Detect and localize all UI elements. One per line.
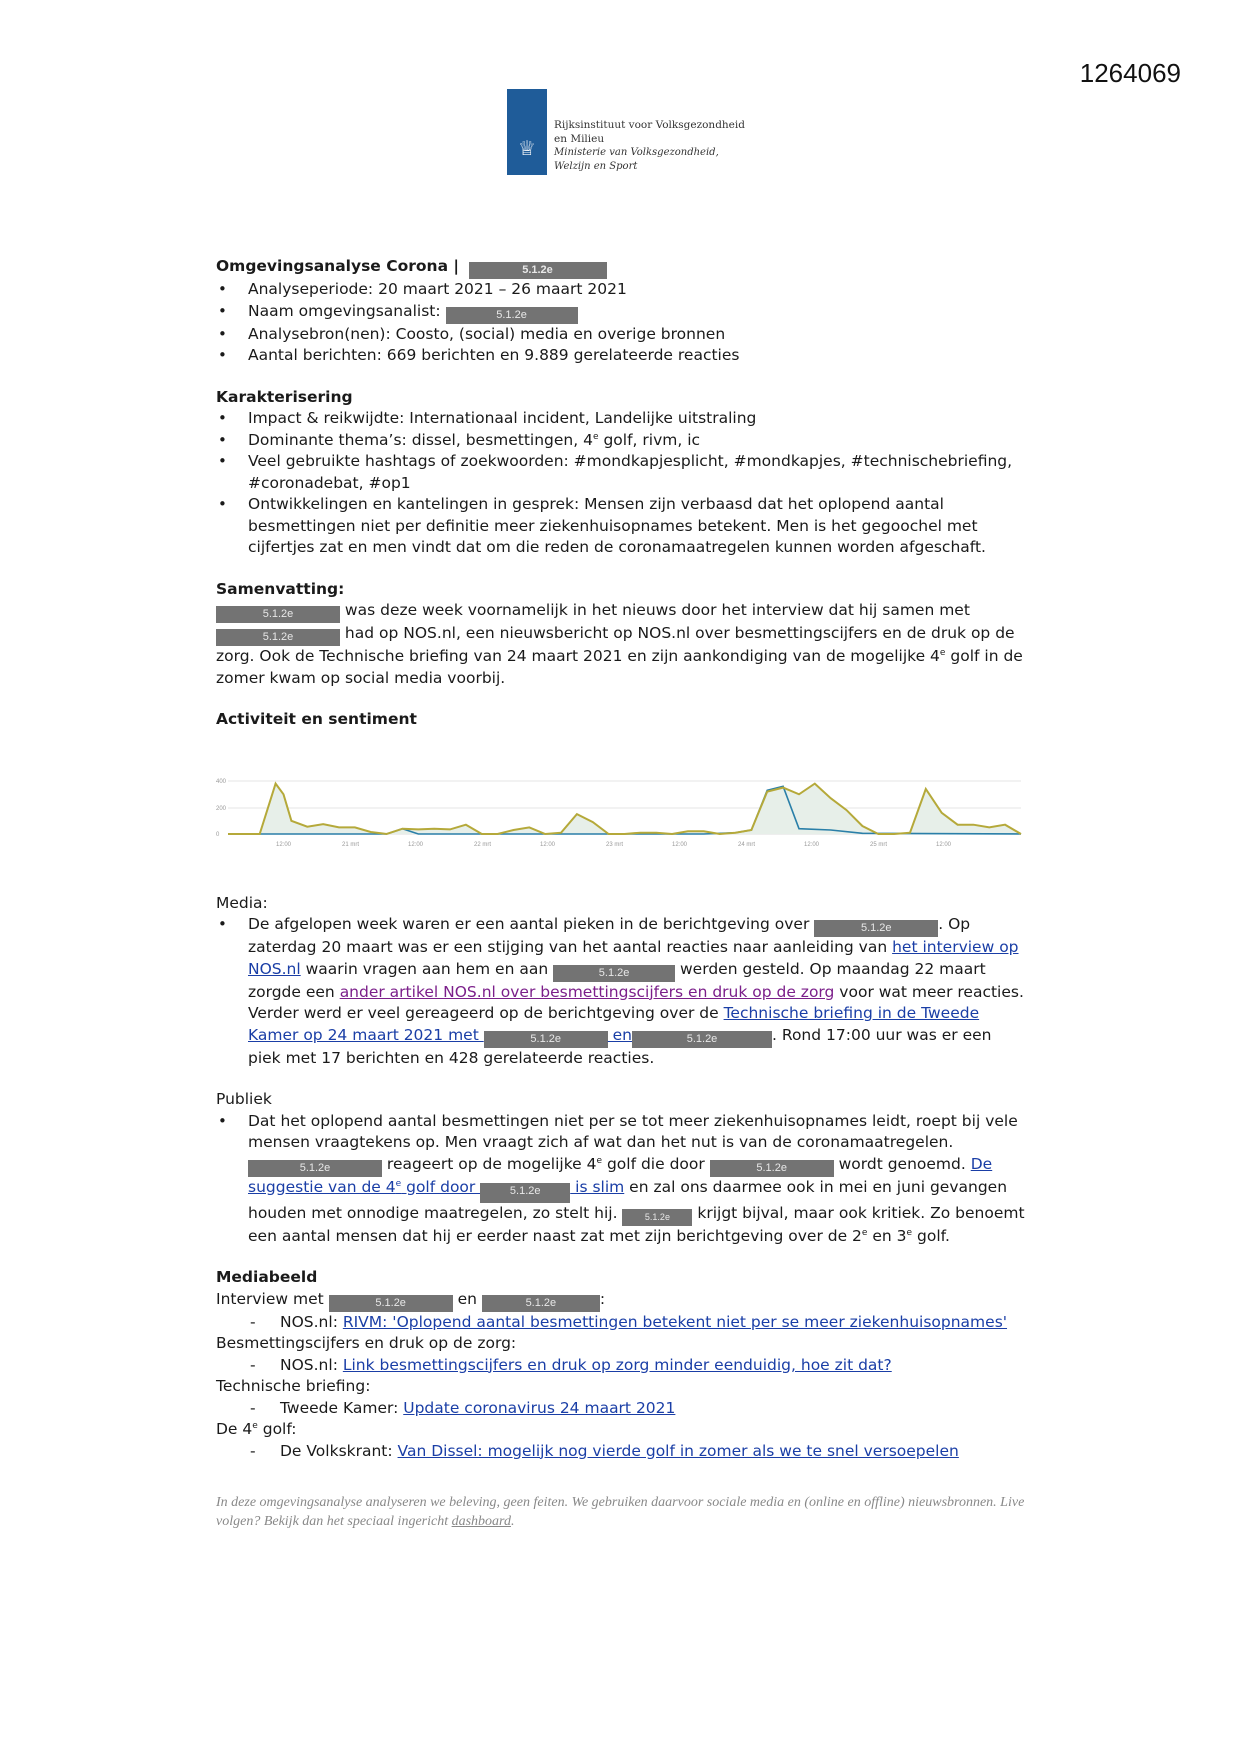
- page-title: Omgevingsanalyse Corona | 5.1.2e: [216, 256, 1026, 279]
- section-heading-activiteit: Activiteit en sentiment: [216, 710, 417, 728]
- publiek-heading: Publiek: [216, 1090, 272, 1108]
- x-tick: 25 mrt: [870, 841, 888, 848]
- logo-bar: [507, 89, 547, 175]
- karakterisering-list: [216, 408, 1026, 559]
- link-technische-briefing[interactable]: Technische briefing in de Tweede Kamer op 24 maart 2021 met 5.1.2e en: [248, 1004, 979, 1044]
- list-item: - NOS.nl: RIVM: 'Oplopend aantal besmettingen betekent niet per se meer ziekenhuisopnames': [216, 1312, 1026, 1334]
- logo-line-3: Ministerie van Volksgezondheid,: [554, 147, 719, 158]
- section-heading-mediabeeld: Mediabeeld: [216, 1268, 318, 1286]
- mediabeeld-list-4: [216, 1441, 1026, 1463]
- list-item: • Naam omgevingsanalist: 5.1.2e: [216, 301, 1026, 324]
- section-heading-samenvatting: Samenvatting:: [216, 579, 345, 598]
- crest-icon: ♕: [518, 136, 536, 160]
- section-heading-karakterisering: Karakterisering: [216, 387, 353, 406]
- samenvatting-text: 5.1.2e was deze week voornamelijk in het nieuws door het interview dat hij samen met 5.1.2e had op NOS.nl, een nieuwsbericht op NOS.nl over besmettingscijfers en de druk op de zorg. Ook de Technische briefing van 24 maart 2021 en zijn aankondiging van de mogelijke 4e golf in de zomer kwam op social media voorbij.: [216, 601, 1023, 687]
- x-tick: 12:00: [804, 841, 820, 848]
- link-dashboard[interactable]: dashboard: [451, 1514, 511, 1529]
- redaction: 5.1.2e: [553, 965, 675, 982]
- logo-line-1: Rijksinstituut voor Volksgezondheid: [554, 119, 745, 131]
- mediabeeld-category: De 4e golf:: [216, 1420, 297, 1438]
- x-tick: 23 mrt: [606, 841, 624, 848]
- redaction: 5.1.2e: [632, 1031, 772, 1048]
- x-tick: 22 mrt: [474, 841, 492, 848]
- redaction: 5.1.2e: [446, 307, 578, 324]
- x-tick: 24 mrt: [738, 841, 756, 848]
- redaction: 5.1.2e: [480, 1183, 570, 1203]
- x-tick: 12:00: [408, 841, 424, 848]
- redaction: 5.1.2e: [482, 1295, 600, 1312]
- x-tick: 21 mrt: [342, 841, 360, 848]
- link-interview-nos[interactable]: het interview op NOS.nl: [248, 938, 1019, 978]
- redaction: 5.1.2e: [248, 1160, 382, 1177]
- redaction: 5.1.2e: [814, 920, 938, 937]
- link-suggestie-4e-golf[interactable]: De suggestie van de 4e golf door 5.1.2e is slim: [248, 1155, 992, 1196]
- x-tick: 12:00: [276, 841, 292, 848]
- list-item: • Dat het oplopend aantal besmettingen niet per se tot meer ziekenhuisopnames leidt, roept bij vele mensen vraagtekens op. Men vraagt zich af wat dan het nut is van de coronamaatregelen. 5.1.2e reageert op de mogelijke 4e golf die door 5.1.2e wordt genoemd. De suggestie van de 4e golf door 5.1.2e is slim en zal ons daarmee ook in mei en juni gevangen houden met onnodige maatregelen, zo stelt hij. 5.1.2e krijgt bijval, maar ook kritiek. Zo benoemt een aantal mensen dat hij er eerder naast zat met zijn berichtgeving over de 2e en 3e golf.: [216, 1111, 1026, 1248]
- link-besmettingscijfers-druk[interactable]: Link besmettingscijfers en druk op zorg minder eenduidig, hoe zit dat?: [342, 1355, 892, 1374]
- redaction: 5.1.2e: [216, 629, 340, 646]
- x-tick: 12:00: [936, 841, 952, 848]
- list-item: • Ontwikkelingen en kantelingen in gesprek: Mensen zijn verbaasd dat het oplopend aantal besmettingen niet per definitie meer ziekenhuisopnames betekent. Men is het gegoochel met cijfertjes zat en men vindt dat om die reden de coronamaatregelen kunnen worden afgeschaft.: [216, 494, 1026, 559]
- activity-chart: [216, 757, 1026, 867]
- list-item: • Veel gebruikte hashtags of zoekwoorden: #mondkapjesplicht, #mondkapjes, #technischebriefing, #coronadebat, #op1: [216, 451, 1026, 494]
- redaction: 5.1.2e: [484, 1031, 608, 1048]
- footer-disclaimer: In deze omgevingsanalyse analyseren we beleving, geen feiten. We gebruiken daarvoor sociale media en (online en offline) nieuwsbronnen. Live volgen? Bekijk dan het speciaal ingericht dashboard.: [216, 1495, 1025, 1529]
- document-body: [216, 256, 1026, 1462]
- x-tick: 12:00: [672, 841, 688, 848]
- list-item: • Dominante thema’s: dissel, besmettingen, 4e golf, rivm, ic: [216, 430, 1026, 452]
- list-item: - De Volkskrant: Van Dissel: mogelijk nog vierde golf in zomer als we te snel versoepelen: [216, 1441, 1026, 1463]
- redaction: 5.1.2e: [216, 606, 340, 623]
- publiek-list: [216, 1111, 1026, 1248]
- logo-line-2: en Milieu: [554, 132, 605, 145]
- mediabeeld-list-3: [216, 1398, 1026, 1420]
- redaction: 5.1.2e: [329, 1295, 453, 1312]
- link-update-coronavirus[interactable]: Update coronavirus 24 maart 2021: [403, 1398, 676, 1417]
- mediabeeld-interview-label: Interview met 5.1.2e en 5.1.2e :: [216, 1289, 1026, 1312]
- x-tick: 12:00: [540, 841, 556, 848]
- mediabeeld-category: Besmettingscijfers en druk op de zorg:: [216, 1334, 517, 1352]
- logo-line-4: Welzijn en Sport: [554, 160, 638, 172]
- list-item: • De afgelopen week waren er een aantal pieken in de berichtgeving over 5.1.2e . Op zaterdag 20 maart was er een stijging van het aantal reacties naar aanleiding van het interview op NOS.nl waarin vragen aan hem en aan 5.1.2e werden gesteld. Op maandag 22 maart zorgde een ander artikel NOS.nl over besmettingscijfers en druk op de zorg voor wat meer reacties. Verder werd er veel gereageerd op de berichtgeving over de Technische briefing in de Tweede Kamer op 24 maart 2021 met 5.1.2e en 5.1.2e . Rond 17:00 uur was er een piek met 17 berichten en 428 gerelateerde reacties.: [216, 914, 1026, 1069]
- media-heading: Media:: [216, 893, 268, 912]
- y-tick: 400: [216, 778, 227, 785]
- list-item: • Aantal berichten: 669 berichten en 9.889 gerelateerde reacties: [216, 345, 1026, 367]
- mediabeeld-list-2: [216, 1355, 1026, 1377]
- redaction: 5.1.2e: [469, 262, 607, 279]
- link-rivm-oplopend[interactable]: RIVM: 'Oplopend aantal besmettingen betekent niet per se meer ziekenhuisopnames': [342, 1312, 1008, 1331]
- mediabeeld-category: Technische briefing:: [216, 1377, 371, 1395]
- y-tick: 0: [216, 831, 220, 838]
- y-tick: 200: [216, 805, 227, 812]
- list-item: - Tweede Kamer: Update coronavirus 24 maart 2021: [216, 1398, 1026, 1420]
- media-list: [216, 914, 1026, 1069]
- mediabeeld-list-1: [216, 1312, 1026, 1334]
- list-item: • Analysebron(nen): Coosto, (social) media en overige bronnen: [216, 324, 1026, 346]
- list-item: • Analyseperiode: 20 maart 2021 – 26 maart 2021: [216, 279, 1026, 301]
- list-item: - NOS.nl: Link besmettingscijfers en druk op zorg minder eenduidig, hoe zit dat?: [216, 1355, 1026, 1377]
- list-item: • Impact & reikwijdte: Internationaal incident, Landelijke uitstraling: [216, 408, 1026, 430]
- activity-chart-svg: [216, 757, 1026, 867]
- redaction: 5.1.2e: [622, 1209, 692, 1226]
- document-id: 1264069: [1079, 58, 1181, 88]
- redaction: 5.1.2e: [710, 1160, 834, 1177]
- header-list: [216, 279, 1026, 367]
- link-artikel-besmettingscijfers[interactable]: ander artikel NOS.nl over besmettingscijfers en druk op de zorg: [339, 982, 835, 1001]
- logo-text: [554, 119, 745, 173]
- link-van-dissel-vierde-golf[interactable]: Van Dissel: mogelijk nog vierde golf in zomer als we te snel versoepelen: [397, 1441, 959, 1460]
- rivm-logo: [507, 89, 745, 175]
